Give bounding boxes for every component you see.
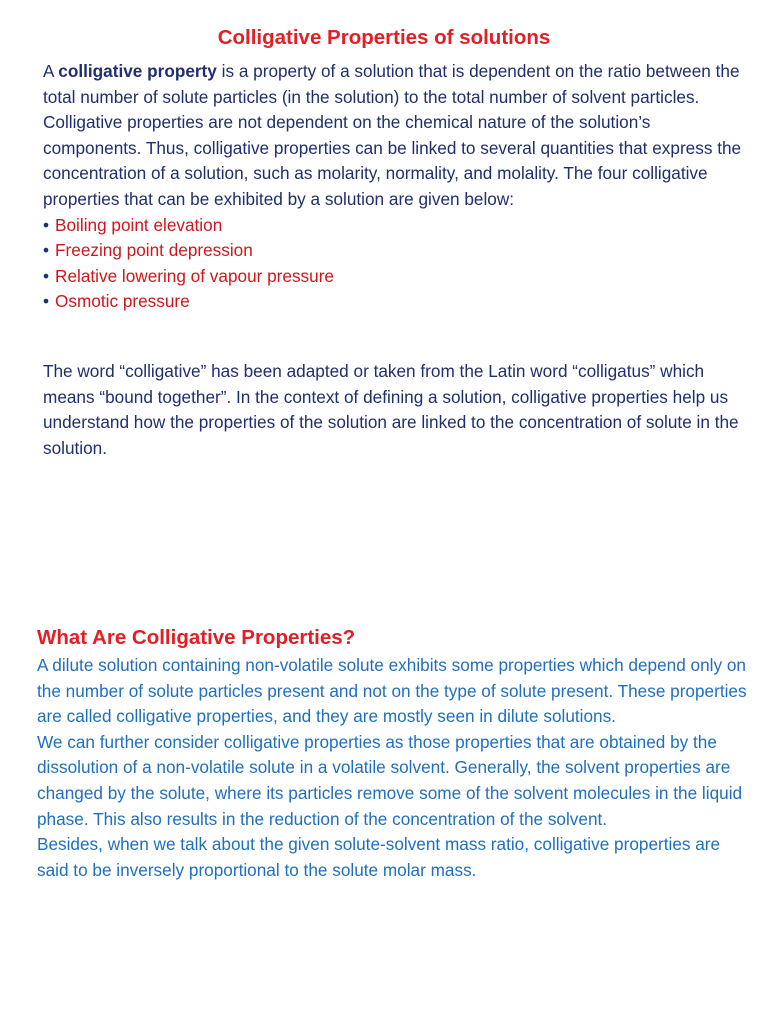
section-heading: What Are Colligative Properties? — [37, 626, 356, 649]
intro-term: colligative property — [58, 61, 217, 81]
intro-text: is a property of a solution that is dependent on the ratio between the total number of solute particles (in the solution) to the total number of solvent particles. Colligative properties are not dependent on the chemical nature of the solution’s components. Thus, colligative properties can be linked to several quantities that express the concentration of a solution, such as molarity, normality, and molality. The four colligative properties that can be exhibited by a solution are given below: — [43, 61, 742, 209]
intro-paragraph — [43, 59, 743, 213]
bullet-icon: • — [43, 291, 50, 312]
bullet-icon: • — [43, 265, 50, 286]
list-item-text: Freezing point depression — [55, 240, 253, 261]
list-item — [43, 238, 743, 264]
intro-section — [43, 59, 743, 315]
bullet-icon: • — [43, 240, 50, 261]
section-paragraph: Besides, when we talk about the given solute-solvent mass ratio, colligative properties are said to be inversely proportional to the solute molar mass. — [37, 834, 721, 880]
properties-list — [43, 213, 743, 315]
list-item — [43, 264, 743, 290]
page-title: Colligative Properties of solutions — [217, 26, 551, 49]
list-item — [43, 213, 743, 239]
section-paragraph: We can further consider colligative properties as those properties that are obtained by the dissolution of a non-volatile solute in a volatile solvent. Generally, the solvent properties are changed by the solute, where its particles remove some of the solvent molecules in the liquid phase. This also results in the reduction of the concentration of the solvent. — [37, 731, 743, 829]
etymology-paragraph: The word “colligative” has been adapted or taken from the Latin word “colligatus” which means “bound together”. In the context of defining a solution, colligative properties help us understand how the properties of the solution are linked to the concentration of solute in the solution. — [43, 361, 739, 458]
intro-prefix: A — [43, 61, 59, 81]
bullet-icon: • — [43, 214, 50, 235]
section-paragraph: A dilute solution containing non-volatile solute exhibits some properties which depend only on the number of solute particles present and not on the type of solute present. These properties are called colligative properties, and they are mostly seen in dilute solutions. — [37, 655, 747, 727]
list-item-text: Osmotic pressure — [55, 291, 190, 312]
list-item-text: Relative lowering of vapour pressure — [55, 265, 334, 286]
list-item-text: Boiling point elevation — [55, 214, 223, 235]
list-item — [43, 289, 743, 315]
section-body — [37, 653, 749, 883]
